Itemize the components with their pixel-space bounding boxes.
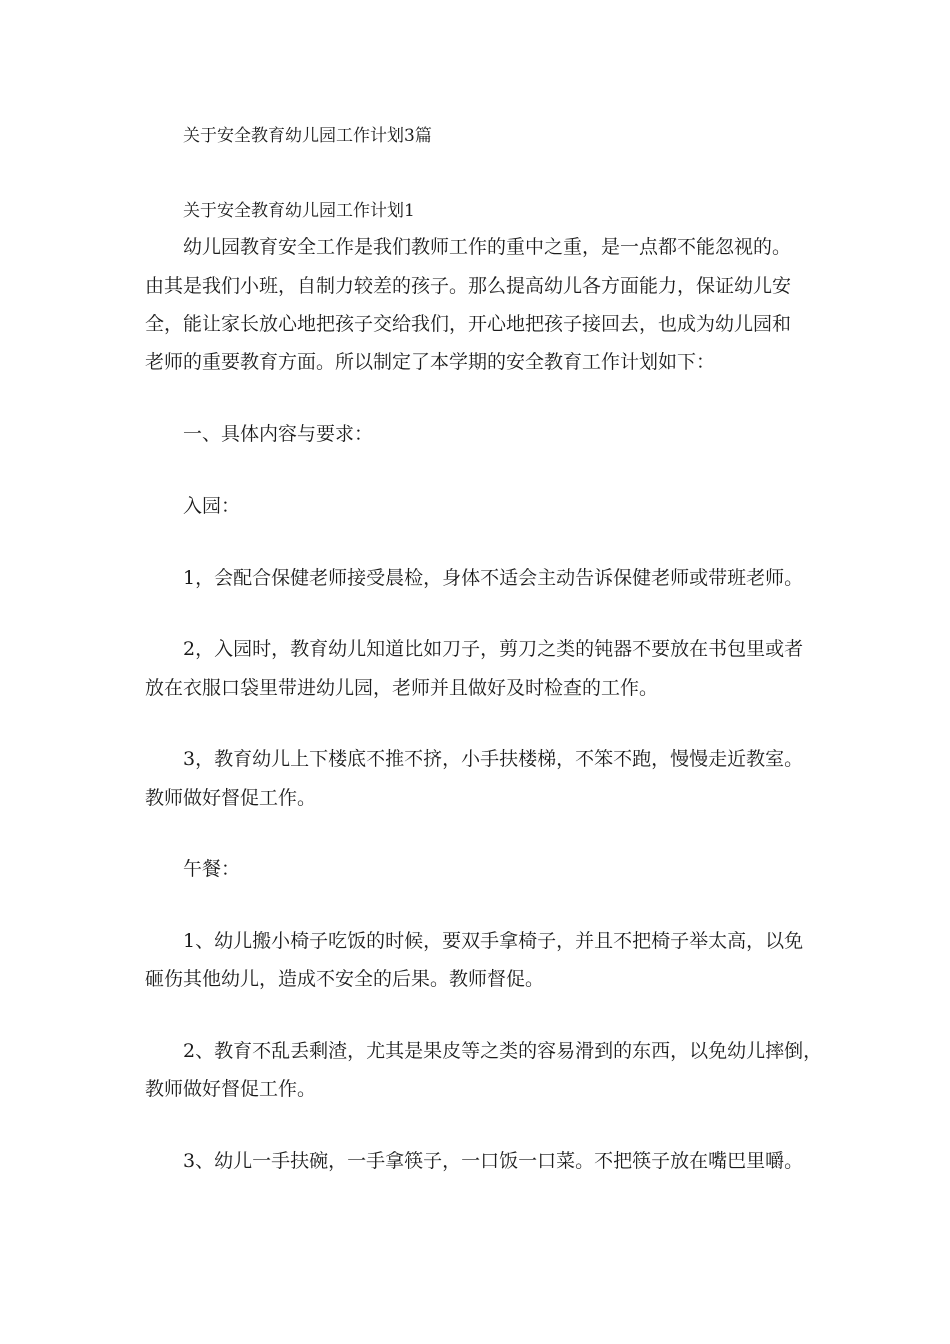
intro-line: 老师的重要教育方面。所以制定了本学期的安全教育工作计划如下：	[145, 351, 716, 373]
entry-item-2-line: 2，入园时，教育幼儿知道比如刀子，剪刀之类的钝器不要放在书包里或者	[183, 638, 804, 660]
document-title: 关于安全教育幼儿园工作计划3篇	[183, 126, 432, 146]
lunch-item-1-line: 1、幼儿搬小椅子吃饭的时候，要双手拿椅子，并且不把椅子举太高，以免	[183, 930, 804, 952]
lunch-item-2-line: 教师做好督促工作。	[145, 1078, 317, 1100]
entry-item-2-line: 放在衣服口袋里带进幼儿园，老师并且做好及时检查的工作。	[145, 677, 659, 699]
lunch-item-2-line: 2、教育不乱丢剩渣，尤其是果皮等之类的容易滑到的东西，以免幼儿摔倒，	[183, 1040, 823, 1062]
lunch-item-3: 3、幼儿一手扶碗，一手拿筷子，一口饭一口菜。不把筷子放在嘴巴里嚼。	[183, 1150, 804, 1172]
lunch-item-1-line: 砸伤其他幼儿，造成不安全的后果。教师督促。	[145, 968, 545, 990]
subsection-heading-lunch: 午餐：	[183, 858, 241, 880]
subsection-heading-entry: 入园：	[183, 495, 241, 517]
section-heading: 一、具体内容与要求：	[183, 423, 374, 445]
intro-line: 幼儿园教育安全工作是我们教师工作的重中之重，是一点都不能忽视的。	[183, 236, 792, 258]
intro-line: 全，能让家长放心地把孩子交给我们，开心地把孩子接回去，也成为幼儿园和	[145, 313, 792, 335]
entry-item-3-line: 3，教育幼儿上下楼底不推不挤，小手扶楼梯，不笨不跑，慢慢走近教室。	[183, 748, 804, 770]
section-title: 关于安全教育幼儿园工作计划1	[183, 201, 415, 221]
entry-item-1: 1，会配合保健老师接受晨检，身体不适会主动告诉保健老师或带班老师。	[183, 567, 804, 589]
entry-item-3-line: 教师做好督促工作。	[145, 787, 317, 809]
intro-line: 由其是我们小班，自制力较差的孩子。那么提高幼儿各方面能力，保证幼儿安	[145, 275, 792, 297]
